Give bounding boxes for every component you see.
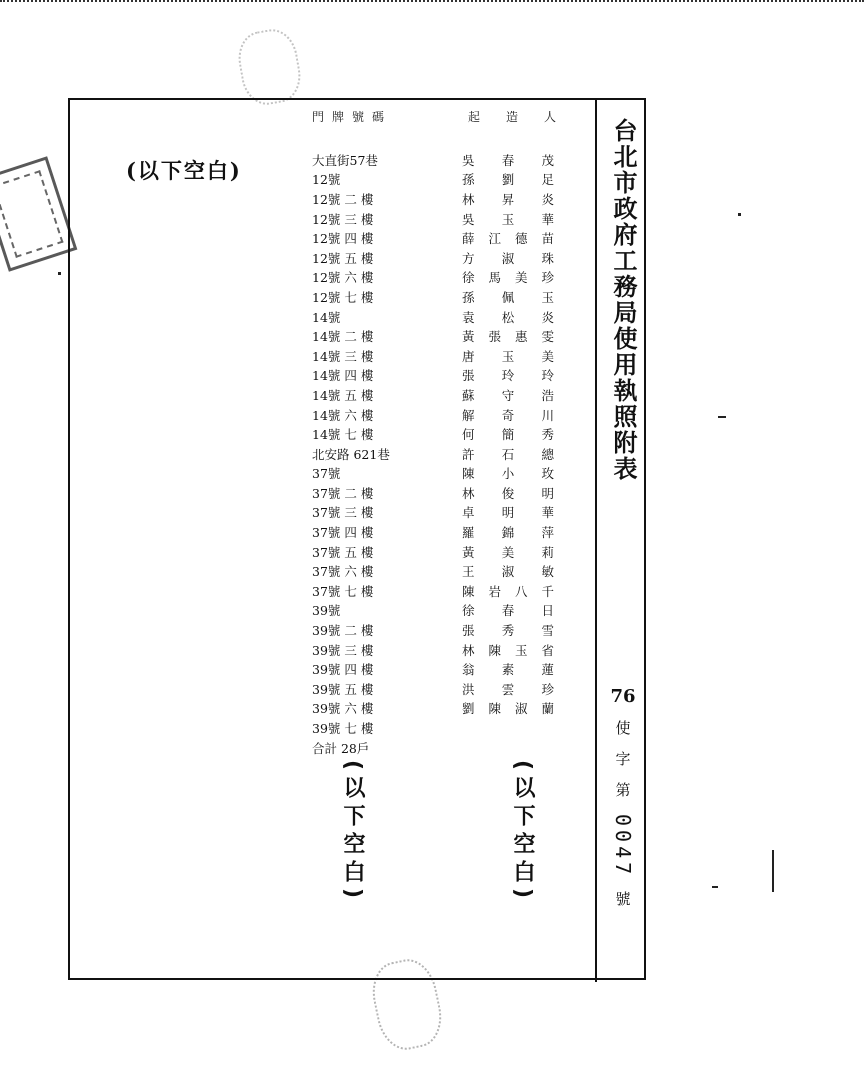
list-item: [312, 405, 562, 425]
owner-char: 何: [462, 427, 475, 443]
owner-char: 錦: [501, 525, 515, 541]
list-item: [312, 346, 562, 366]
owner-char: 蓮: [541, 662, 554, 678]
doc-type: 使: [615, 719, 631, 737]
unit-address: 北安路 621巷: [312, 446, 390, 462]
unit-list: [312, 150, 562, 757]
owner-char: 敏: [541, 564, 554, 580]
list-item: [312, 503, 562, 523]
owner-char: 省: [541, 642, 554, 658]
unit-owner: [462, 229, 554, 247]
owner-char: 徐: [462, 270, 475, 286]
list-item: [312, 248, 562, 268]
scan-speck: [58, 272, 61, 275]
unit-owner: [462, 484, 554, 502]
owner-char: 解: [462, 407, 475, 423]
list-item: [312, 561, 562, 581]
owner-char: 徐: [462, 603, 475, 619]
unit-owner: [462, 464, 554, 482]
unit-owner: [462, 151, 554, 169]
owner-char: 炎: [541, 191, 554, 207]
owner-char: 川: [541, 407, 554, 423]
owner-char: 孫: [462, 172, 475, 188]
document-number: [606, 686, 640, 919]
owner-char: 秀: [501, 623, 515, 639]
unit-owner: [462, 170, 554, 188]
header-owner: 起造人: [468, 110, 583, 124]
list-item: [312, 385, 562, 405]
unit-address: 12號 二 樓: [312, 191, 374, 207]
owner-char: 張: [462, 368, 475, 384]
list-item: [312, 620, 562, 640]
owner-char: 王: [462, 564, 475, 580]
owner-char: 黃: [462, 329, 475, 345]
owner-char: 千: [541, 583, 554, 599]
owner-char: 吳: [462, 211, 475, 227]
owner-char: 江: [488, 231, 501, 247]
unit-owner: [462, 288, 554, 306]
unit-address: 39號 五 樓: [312, 681, 374, 697]
scan-speck: [772, 850, 774, 892]
owner-char: 八: [514, 583, 528, 599]
blank-note-vertical-owner: (以下空白): [510, 760, 535, 905]
owner-char: 珠: [541, 250, 554, 266]
unit-address: 37號 二 樓: [312, 485, 374, 501]
owner-char: 淑: [514, 701, 528, 717]
unit-address: 12號: [312, 172, 341, 188]
unit-owner: [462, 660, 554, 678]
owner-char: 馬: [488, 270, 501, 286]
owner-char: 石: [501, 446, 515, 462]
owner-char: 林: [462, 642, 475, 658]
unit-owner: [462, 543, 554, 561]
unit-owner: [462, 641, 554, 659]
owner-char: 炎: [541, 309, 554, 325]
owner-char: 許: [462, 446, 475, 462]
owner-char: 羅: [462, 525, 475, 541]
unit-address: 14號 三 樓: [312, 348, 374, 364]
unit-owner: [462, 347, 554, 365]
owner-char: 玉: [514, 642, 528, 658]
unit-address: 12號 四 樓: [312, 231, 374, 247]
owner-char: 張: [488, 329, 501, 345]
unit-address: 12號 七 樓: [312, 289, 374, 305]
list-item: [312, 366, 562, 386]
owner-char: 萍: [541, 525, 554, 541]
unit-address: 37號: [312, 466, 341, 482]
unit-address: 12號 五 樓: [312, 250, 374, 266]
unit-owner: [462, 268, 554, 286]
header-address: 門牌號碼: [312, 110, 393, 124]
owner-char: 張: [462, 623, 475, 639]
owner-char: 玲: [541, 368, 554, 384]
scan-edge-noise: [0, 0, 864, 7]
unit-address: 39號 二 樓: [312, 623, 374, 639]
list-item: [312, 464, 562, 484]
owner-char: 淑: [501, 564, 515, 580]
owner-char: 方: [462, 250, 475, 266]
owner-char: 浩: [541, 387, 554, 403]
unit-owner: [462, 406, 554, 424]
owner-char: 奇: [501, 407, 515, 423]
scan-speck: [712, 886, 718, 888]
owner-char: 春: [501, 603, 515, 619]
owner-char: 玫: [541, 466, 554, 482]
list-item: [312, 483, 562, 503]
list-item: [312, 209, 562, 229]
unit-owner: [462, 190, 554, 208]
unit-address: 39號 六 樓: [312, 701, 374, 717]
owner-char: 陳: [462, 466, 475, 482]
owner-char: 雪: [541, 623, 554, 639]
scan-speck: [738, 213, 741, 216]
blank-note-vertical-address: (以下空白): [340, 760, 365, 905]
list-item: [312, 718, 562, 738]
unit-address: 12號 六 樓: [312, 270, 374, 286]
list-item: [312, 640, 562, 660]
owner-char: 林: [462, 485, 475, 501]
scan-speck: [718, 416, 726, 418]
owner-char: 玉: [541, 289, 554, 305]
owner-char: 昇: [501, 191, 515, 207]
owner-char: 簡: [501, 427, 515, 443]
doc-char: 字: [615, 750, 631, 768]
owner-char: 孫: [462, 289, 475, 305]
owner-char: 莉: [541, 544, 554, 560]
owner-char: 玉: [501, 348, 515, 364]
unit-address: 大直街57巷: [312, 152, 378, 168]
owner-char: 春: [501, 152, 515, 168]
unit-owner: [462, 582, 554, 600]
owner-char: 美: [501, 544, 515, 560]
owner-char: 華: [541, 211, 554, 227]
owner-char: 珍: [541, 681, 554, 697]
unit-address: 39號 三 樓: [312, 642, 374, 658]
unit-owner: [462, 523, 554, 541]
unit-address: 37號 六 樓: [312, 564, 374, 580]
list-item: [312, 287, 562, 307]
owner-char: 苗: [541, 231, 554, 247]
unit-address: 14號 四 樓: [312, 368, 374, 384]
unit-address: 14號 五 樓: [312, 387, 374, 403]
owner-char: 洪: [462, 681, 475, 697]
unit-address: 37號 五 樓: [312, 544, 374, 560]
owner-char: 俊: [501, 485, 515, 501]
owner-char: 薛: [462, 231, 475, 247]
list-item: [312, 307, 562, 327]
list-item: [312, 326, 562, 346]
owner-char: 雯: [541, 329, 554, 345]
owner-char: 美: [514, 270, 528, 286]
owner-char: 袁: [462, 309, 475, 325]
list-item: [312, 601, 562, 621]
owner-char: 玲: [501, 368, 515, 384]
unit-address: 合計 28戶: [312, 740, 370, 756]
list-item: [312, 659, 562, 679]
owner-char: 珍: [541, 270, 554, 286]
owner-char: 翁: [462, 662, 475, 678]
unit-address: 39號: [312, 603, 341, 619]
owner-char: 雲: [501, 681, 515, 697]
owner-char: 足: [541, 172, 554, 188]
owner-char: 總: [541, 446, 554, 462]
unit-owner: [462, 601, 554, 619]
unit-address: 12號 三 樓: [312, 211, 374, 227]
document-title: 台北市政府工務局使用執照附表: [609, 118, 638, 482]
owner-char: 淑: [501, 250, 515, 266]
list-item: [312, 268, 562, 288]
unit-owner: [462, 386, 554, 404]
list-item: [312, 738, 562, 758]
owner-char: 小: [501, 466, 515, 482]
list-item: [312, 189, 562, 209]
owner-char: 明: [541, 485, 554, 501]
unit-owner: [462, 503, 554, 521]
unit-owner: [462, 425, 554, 443]
unit-address: 39號 七 樓: [312, 721, 374, 737]
owner-char: 明: [501, 505, 515, 521]
unit-address: 14號: [312, 309, 341, 325]
list-item: [312, 699, 562, 719]
unit-owner: [462, 680, 554, 698]
unit-owner: [462, 249, 554, 267]
owner-char: 松: [501, 309, 515, 325]
owner-char: 卓: [462, 505, 475, 521]
owner-char: 玉: [501, 211, 515, 227]
unit-address: 37號 四 樓: [312, 525, 374, 541]
owner-char: 劉: [462, 701, 475, 717]
owner-char: 陳: [488, 701, 501, 717]
owner-char: 陳: [462, 583, 475, 599]
unit-owner: [462, 445, 554, 463]
list-item: [312, 679, 562, 699]
unit-address: 37號 三 樓: [312, 505, 374, 521]
list-item: [312, 522, 562, 542]
list-item: [312, 424, 562, 444]
list-item: [312, 228, 562, 248]
doc-serial: 0047: [611, 814, 635, 879]
faded-seal-top: [234, 25, 305, 108]
unit-owner: [462, 308, 554, 326]
owner-char: 美: [541, 348, 554, 364]
list-item: [312, 542, 562, 562]
doc-year: 76: [610, 686, 636, 707]
title-column-divider: [595, 98, 597, 982]
list-item: [312, 170, 562, 190]
owner-char: 陳: [488, 642, 501, 658]
owner-char: 岩: [488, 583, 501, 599]
owner-char: 黃: [462, 544, 475, 560]
unit-address: 14號 二 樓: [312, 329, 374, 345]
doc-ordinal: 第: [615, 781, 631, 799]
owner-char: 吳: [462, 152, 475, 168]
unit-owner: [462, 366, 554, 384]
owner-char: 惠: [514, 329, 528, 345]
owner-char: 華: [541, 505, 554, 521]
unit-address: 39號 四 樓: [312, 662, 374, 678]
owner-char: 林: [462, 191, 475, 207]
unit-address: 14號 六 樓: [312, 407, 374, 423]
owner-char: 秀: [541, 427, 554, 443]
owner-char: 蘭: [541, 701, 554, 717]
seal-stamp-left: [0, 156, 77, 271]
unit-address: 14號 七 樓: [312, 427, 374, 443]
list-item: [312, 444, 562, 464]
owner-char: 守: [501, 387, 515, 403]
blank-note-left: (以下空白): [126, 158, 242, 183]
owner-char: 佩: [501, 289, 515, 305]
owner-char: 德: [514, 231, 528, 247]
owner-char: 茂: [541, 152, 554, 168]
unit-owner: [462, 699, 554, 717]
owner-char: 素: [501, 662, 515, 678]
doc-suffix: 號: [615, 890, 631, 909]
owner-char: 劉: [501, 172, 515, 188]
unit-address: 37號 七 樓: [312, 583, 374, 599]
unit-owner: [462, 327, 554, 345]
owner-char: 唐: [462, 348, 475, 364]
owner-char: 蘇: [462, 387, 475, 403]
unit-owner: [462, 210, 554, 228]
unit-owner: [462, 621, 554, 639]
owner-char: 日: [541, 603, 554, 619]
list-item: [312, 581, 562, 601]
list-item: [312, 150, 562, 170]
unit-owner: [462, 562, 554, 580]
